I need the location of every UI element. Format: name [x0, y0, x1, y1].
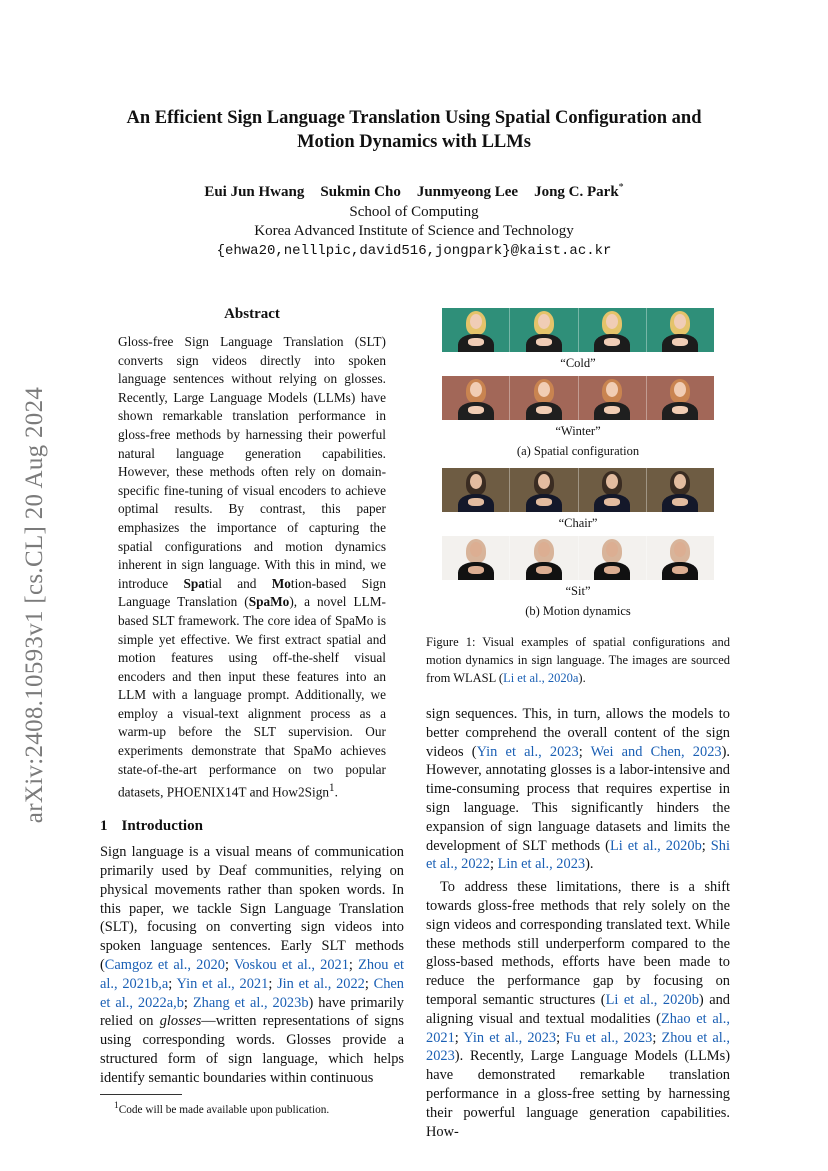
citation-link[interactable]: Jin et al., 2022 — [277, 975, 365, 992]
video-frame — [510, 536, 578, 580]
citation-link[interactable]: Yin et al., 2023 — [463, 1029, 557, 1046]
sign-frames-winter — [442, 376, 714, 420]
sign-word-label: “Winter” — [555, 424, 601, 438]
citation-link[interactable]: Zhao et al., 2021 — [426, 1010, 730, 1046]
author-name: Eui Jun Hwang — [204, 184, 305, 200]
citation-link[interactable]: Fu et al., 2023 — [565, 1029, 653, 1046]
footnote-mark: 1 — [329, 782, 335, 795]
body-paragraph: sign sequences. This, in turn, allows the models to better comprehend the overall content of the sign videos (Yin et al., 2023; Wei and Chen, 2023). However, annotating glosses is a labor-intensive and time-consuming process that requires expertise in sign language. This significantly hinders the expansion of sign language datasets and limits the development of SLT methods (Li et al., 2020b; Shi et al., 2022; Lin et al., 2023). — [426, 706, 730, 873]
citation-link[interactable]: Shi et al., 2022 — [426, 837, 730, 873]
right-column — [426, 308, 730, 1141]
video-frame — [510, 308, 578, 352]
citation-link[interactable]: Wei and Chen, 2023 — [590, 743, 722, 760]
video-frame — [647, 536, 714, 580]
video-frame — [442, 536, 510, 580]
video-frame — [579, 468, 647, 512]
citation-link[interactable]: Lin et al., 2023 — [497, 856, 586, 873]
citation-link[interactable]: Li et al., 2020b — [609, 837, 702, 854]
subfigure-caption: (a) Spatial configuration — [516, 444, 640, 458]
citation-link[interactable]: Li et al., 2020a — [503, 671, 579, 685]
video-frame — [579, 376, 647, 420]
abstract-heading: Abstract — [224, 306, 280, 322]
corresponding-author-mark: * — [618, 182, 624, 193]
author-names — [96, 178, 732, 203]
author-name: Jong C. Park* — [534, 182, 624, 200]
arxiv-sidebar-stamp: arXiv:2408.10593v1 [cs.CL] 20 Aug 2024 — [21, 386, 48, 824]
sign-word-label: “Cold” — [560, 356, 596, 370]
citation-link[interactable]: Li et al., 2020b — [605, 991, 699, 1008]
section-heading-introduction: 1 Introduction — [100, 818, 203, 835]
author-name: Sukmin Cho — [320, 184, 401, 200]
video-frame — [579, 536, 647, 580]
sign-frames-sit — [442, 536, 714, 580]
citation-link[interactable]: Voskou et al., 2021 — [233, 957, 349, 974]
author-block — [96, 178, 732, 261]
video-frame — [510, 468, 578, 512]
citation-link[interactable]: Yin et al., 2023 — [476, 743, 579, 760]
footnote: $^1$Code will be made available upon publication. — [114, 1100, 330, 1116]
body-paragraph: To address these limitations, there is a shift towards gloss-free methods that rely solely on the sign videos and corresponding translated text. While these methods still underperform compared to the gloss-based methods, efforts have been made to reduce the performance gap by focusing on temporal semantic structures (Li et al., 2020b) and aligning visual and textual modalities (Zhao et al., 2021; Yin et al., 2023; Fu et al., 2023; Zhou et al., 2023). Recently, Large Language Models (LLMs) have demonstrated remarkable translation performance in a gloss-free setting by harnessing their powerful language generation capabilities. How- — [426, 879, 730, 1140]
video-frame — [647, 376, 714, 420]
video-frame — [442, 468, 510, 512]
affiliation-institute: Korea Advanced Institute of Science and Technology — [254, 223, 574, 239]
author-emails: {ehwa20,nelllpic,david516,jongpark}@kaist.ac.kr — [216, 242, 612, 259]
sign-word-label: “Chair” — [558, 516, 598, 530]
video-frame — [579, 308, 647, 352]
citation-link[interactable]: Zhou et al., 2021b,a — [100, 957, 404, 992]
citation-link[interactable]: Zhang et al., 2023b — [192, 994, 309, 1011]
citation-link[interactable]: Chen et al., 2022a,b — [100, 975, 404, 1011]
citation-link[interactable]: Zhou et al., 2023 — [426, 1029, 730, 1065]
paper-title: An Efficient Sign Language Translation Using Spatial Configuration and Motion Dynamics with LLMs — [126, 108, 702, 152]
sign-frames-chair — [442, 468, 714, 512]
video-frame — [442, 376, 510, 420]
affiliation-school: School of Computing — [349, 203, 479, 220]
citation-link[interactable]: Yin et al., 2021 — [176, 975, 269, 992]
figure-1 — [426, 308, 730, 687]
intro-paragraph: Sign language is a visual means of communication primarily used by Deaf communities, relying on physical movements rather than spoken words. In this paper, we tackle Sign Language Translation (SLT), focusing on converting sign videos into spoken language sentences. Early SLT methods (Camgoz et al., 2020; Voskou et al., 2021; Zhou et al., 2021b,a; Yin et al., 2021; Jin et al., 2022; Chen et al., 2022a,b; Zhang et al., 2023b) have primarily relied on glosses—written representations of signs using corresponding words. Glosses provide a structured form of sign language, which helps identify semantic boundaries within continuous — [100, 844, 404, 1086]
video-frame — [442, 308, 510, 352]
figure-caption: Figure 1: Visual examples of spatial configurations and motion dynamics in sign language. The images are sourced from WLASL (Li et al., 2020a). — [426, 635, 730, 685]
sign-word-label: “Sit” — [565, 584, 591, 598]
sign-frames-cold — [442, 308, 714, 352]
author-name: Junmyeong Lee — [416, 184, 519, 200]
video-frame — [647, 468, 714, 512]
video-frame — [510, 376, 578, 420]
subfigure-caption: (b) Motion dynamics — [525, 604, 631, 618]
video-frame — [647, 308, 714, 352]
footnote-divider — [100, 1094, 182, 1095]
citation-link[interactable]: Camgoz et al., 2020 — [104, 957, 225, 974]
abstract-text: Gloss-free Sign Language Translation (SLT) converts sign videos directly into spoken language sentences without relying on glosses. Recently, Large Language Models (LLMs) have shown remarkable translation performance in gloss-free methods by harnessing their powerful natural language generation capabilities. However, these methods often rely on domain-specific fine-tuning of visual encoders to achieve optimal results. By contrast, this paper emphasizes the importance of capturing the spatial configurations and motion dynamics inherent in sign language. With this in mind, we introduce Spatial and Motion-based Sign Language Translation (SpaMo), a novel LLM-based SLT framework. The core idea of SpaMo is simple yet effective. We first extract spatial and motion features using off-the-shelf visual encoders and then input these features into an LLM with a language prompt. Additionally, we employ a visual-text alignment process as a warm-up before the SLT supervision. Our experiments demonstrate that SpaMo achieves state-of-the-art performance on two popular datasets, PHOENIX14T and How2Sign$^1$. — [118, 334, 386, 800]
left-column — [100, 306, 404, 1115]
